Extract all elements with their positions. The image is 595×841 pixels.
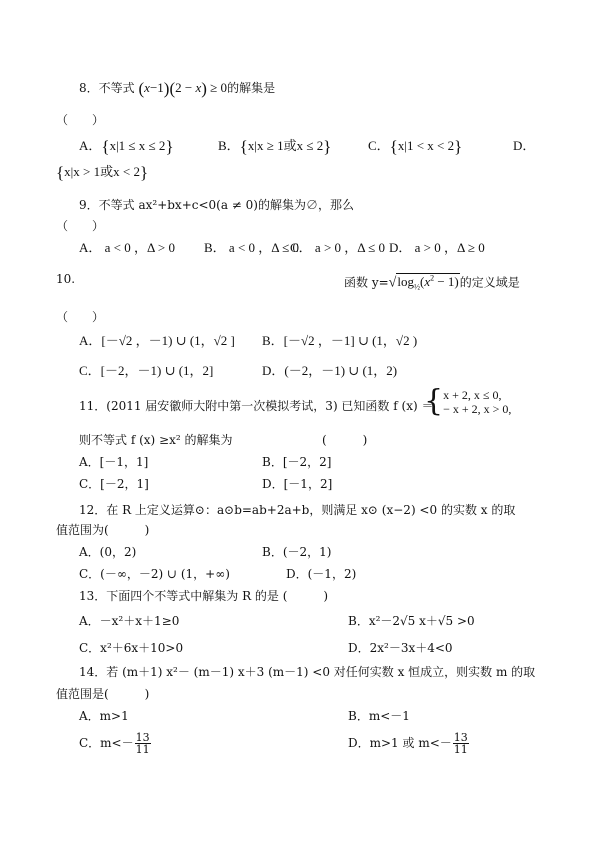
q14-stem-line1: 14．若 (m＋1) x²－ (m－1) x＋3 (m－1) <0 对任何实数 x 恒成立，则实数 m 的取	[79, 665, 536, 679]
q11-option-b: B．[－2，2]	[262, 455, 332, 469]
q12-option-d: D．(－1，2)	[286, 567, 357, 581]
q9-option-d: D． a > 0 ，Δ ≥ 0	[389, 240, 485, 255]
q9-option-c: C． a > 0 ，Δ ≤ 0	[290, 240, 386, 255]
q10-option-a: A．[－√2 ，－1) ∪ (1，√2 ]	[79, 333, 235, 348]
q12-stem-line2: 值范围为( )	[56, 523, 150, 537]
q10-option-d: D．(－2，－1) ∪ (1，2)	[262, 363, 398, 378]
q13-option-c: C．x²＋6x＋10>0	[79, 641, 184, 655]
q14-option-d: D．m>1 或 m<－ $\frac{13}{11}$	[348, 731, 468, 756]
q11-option-d: D．[－1，2]	[262, 477, 333, 491]
q11-stem: 11．(2011 届安徽师大附中第一次模拟考试，3) 已知函数 f (x) ＝	[79, 399, 434, 413]
q13-option-d: D．2x²－3x＋4<0	[348, 641, 453, 655]
q11-option-a: A．[－1，1]	[79, 455, 149, 469]
q11-line2: 则不等式 f (x) ≥x² 的解集为	[79, 433, 233, 447]
q12-option-b: B．(－2，1)	[262, 545, 332, 559]
q11-piecewise: { x + 2, x ≤ 0, − x + 2, x > 0,	[424, 383, 512, 419]
q14-option-a: A．m>1	[79, 709, 129, 723]
q12-option-c: C．(－∞，－2) ∪ (1，+∞)	[79, 567, 230, 581]
q10-answer-paren: （ ）	[56, 310, 105, 324]
q8-option-d: {x|x > 1或x < 2}	[56, 163, 149, 182]
q9-option-a: A． a < 0 ，Δ > 0	[79, 240, 175, 255]
q14-c-fraction: $\frac{13}{11}$	[135, 731, 150, 756]
q14-d-fraction: $\frac{13}{11}$	[453, 731, 468, 756]
q13-option-b: B．x²－2√5 x＋√5 >0	[348, 614, 475, 628]
q9-answer-paren: （ ）	[56, 219, 105, 233]
q14-option-b: B．m<－1	[348, 709, 410, 723]
q13-option-a: A．－x²＋x＋1≥0	[79, 614, 180, 628]
q13-stem: 13．下面四个不等式中解集为 R 的是 ( )	[79, 589, 329, 603]
q8-option-c: C．{x|1 < x < 2}	[368, 137, 463, 156]
q12-option-a: A．(0，2)	[79, 545, 137, 559]
q8-stem: 8．不等式 (x−1)(2 − x) ≥ 0的解集是	[79, 79, 276, 98]
q8-option-a: A．{x|1 ≤ x ≤ 2}	[79, 137, 174, 156]
q9-stem: 9．不等式 ax²+bx+c<0(a ≠ 0)的解集为∅，那么	[79, 198, 354, 212]
q9-option-b: B． a < 0 ，Δ ≤ 0	[204, 240, 300, 255]
q8-option-b: B．{x|x ≥ 1或x ≤ 2}	[218, 137, 332, 156]
q8-inequality: (x−1)(2 − x) ≥ 0	[138, 79, 228, 98]
q8-answer-paren: （ ）	[56, 113, 105, 127]
q11-option-c: C．[－2，1]	[79, 477, 149, 491]
q8-option-d-label: D．	[513, 138, 536, 153]
q10-option-b: B．[－√2 ，－1] ∪ (1，√2 )	[262, 333, 418, 348]
q12-stem-line1: 12．在 R 上定义运算⊙：a⊙b=ab+2a+b，则满足 x⊙ (x−2) <0 的实数 x 的取	[79, 503, 516, 517]
q11-answer-paren: ( )	[322, 433, 368, 447]
q10-number: 10.	[56, 272, 76, 286]
q14-option-c: C．m<－ $\frac{13}{11}$	[79, 731, 150, 756]
q14-stem-line2: 值范围是( )	[56, 687, 150, 701]
q10-option-c: C．[－2，－1) ∪ (1，2]	[79, 363, 214, 378]
q10-sqrt-expression: $√\log_{\frac{1}{2}}(x^2 - 1)$	[388, 274, 459, 292]
q10-stem: 函数 $y=√\log_{\frac{1}{2}}(x^2 - 1)$的定义域是	[344, 268, 520, 299]
